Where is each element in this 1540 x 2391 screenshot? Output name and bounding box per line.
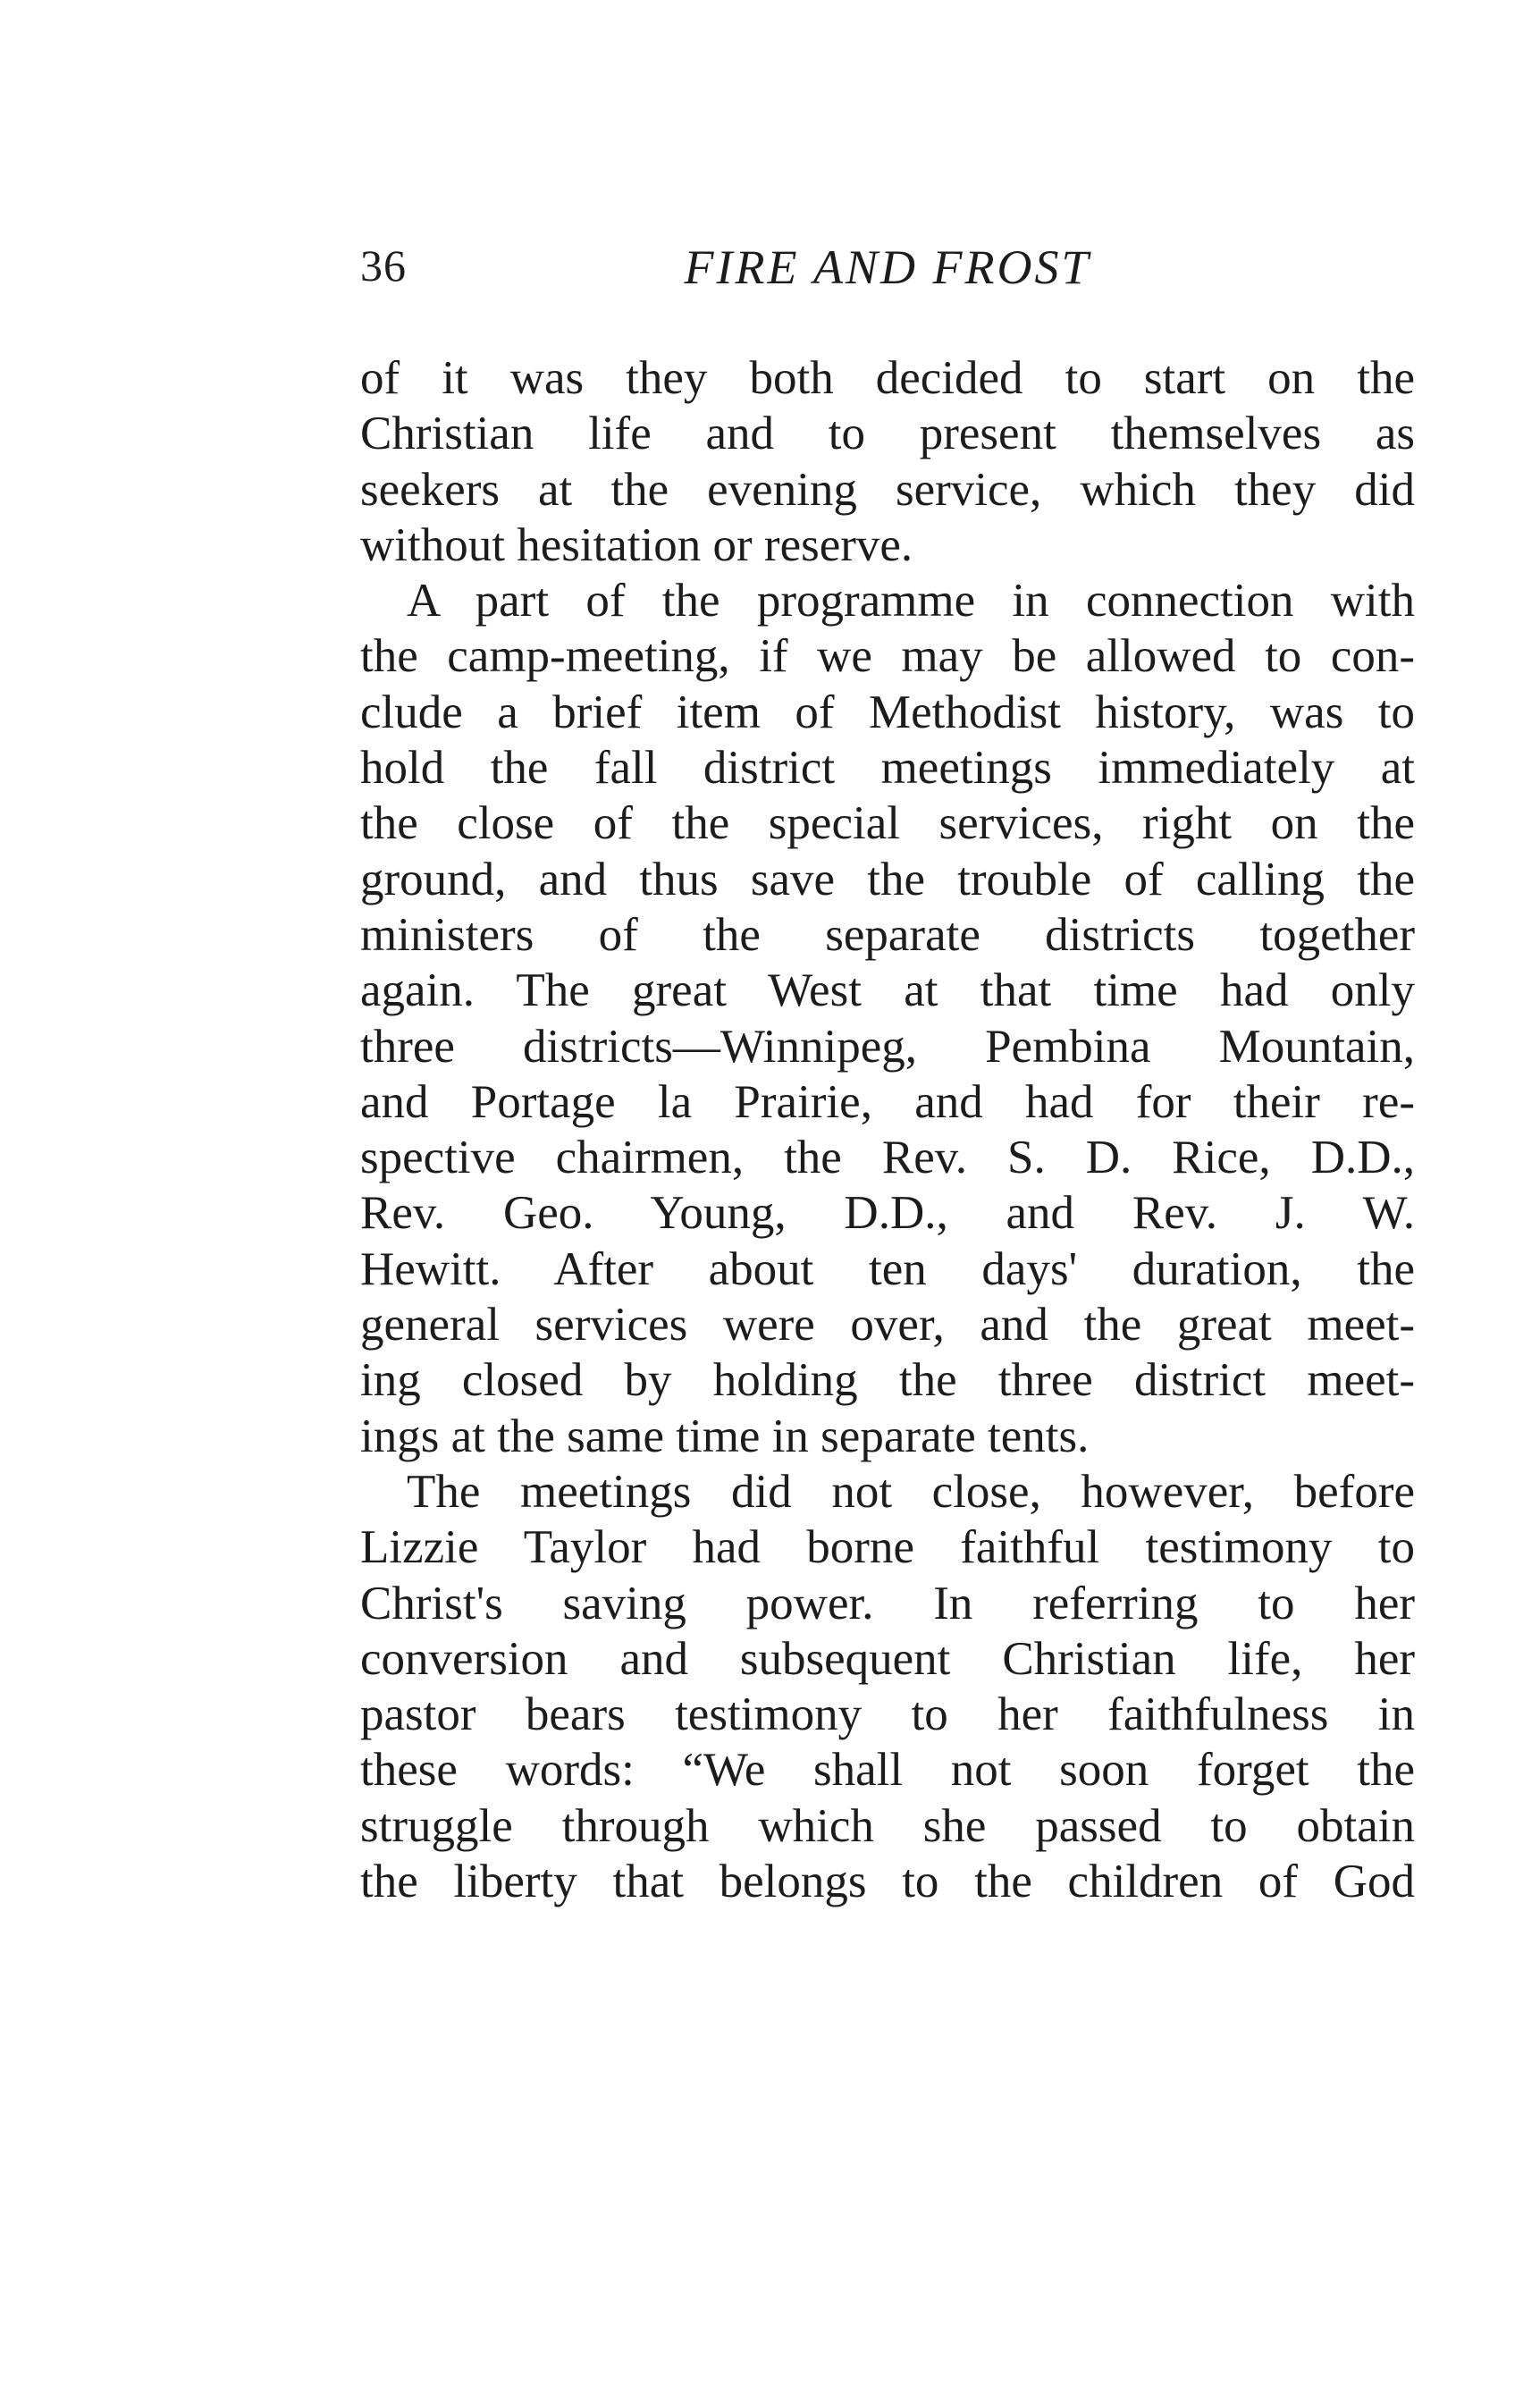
text-line: seekers at the evening service, which they did [360,463,1415,516]
text-line: the camp-meeting, if we may be allowed to con- [360,630,1415,683]
text-line: ministers of the separate districts together [360,908,1415,961]
text-line: hold the fall district meetings immediately at [360,742,1415,795]
text-line: conversion and subsequent Christian life, her [360,1632,1415,1685]
page-number: 36 [360,240,407,290]
text-line: Rev. Geo. Young, D.D., and Rev. J. W. [360,1187,1415,1240]
text-line: Christian life and to present themselves as [360,408,1415,460]
running-title: FIRE AND FROST [684,240,1091,294]
text-line: ing closed by holding the three district meet- [360,1354,1415,1407]
text-line: the liberty that belongs to the children of God [360,1856,1415,1908]
text-line: without hesitation or reserve. [360,518,913,571]
text-line: the close of the special services, right on the [360,797,1415,850]
text-line: struggle through which she passed to obtain [360,1799,1415,1852]
text-line: again. The great West at that time had only [360,964,1415,1017]
running-head [360,240,1415,302]
text-line: these words: “We shall not soon forget the [360,1744,1415,1797]
text-line: ings at the same time in separate tents. [360,1410,1090,1462]
text-line: A part of the programme in connection with [407,575,1415,627]
text-line: Hewitt. After about ten days' duration, the [360,1242,1415,1295]
text-line: pastor bears testimony to her faithfulness in [360,1688,1415,1741]
body-text [360,350,1415,1909]
text-line: clude a brief item of Methodist history, was to [360,686,1415,738]
text-line: general services were over, and the great meet- [360,1299,1415,1351]
text-line: spective chairmen, the Rev. S. D. Rice, D.D., [360,1132,1415,1184]
text-line: ground, and thus save the trouble of calling the [360,853,1415,905]
text-line: of it was they both decided to start on the [360,352,1415,404]
text-line: The meetings did not close, however, before [407,1465,1415,1518]
text-line: three districts—Winnipeg, Pembina Mountain, [360,1020,1415,1073]
text-line: Lizzie Taylor had borne faithful testimony to [360,1521,1415,1574]
text-line: and Portage la Prairie, and had for their re- [360,1075,1415,1128]
text-line: Christ's saving power. In referring to her [360,1577,1415,1629]
